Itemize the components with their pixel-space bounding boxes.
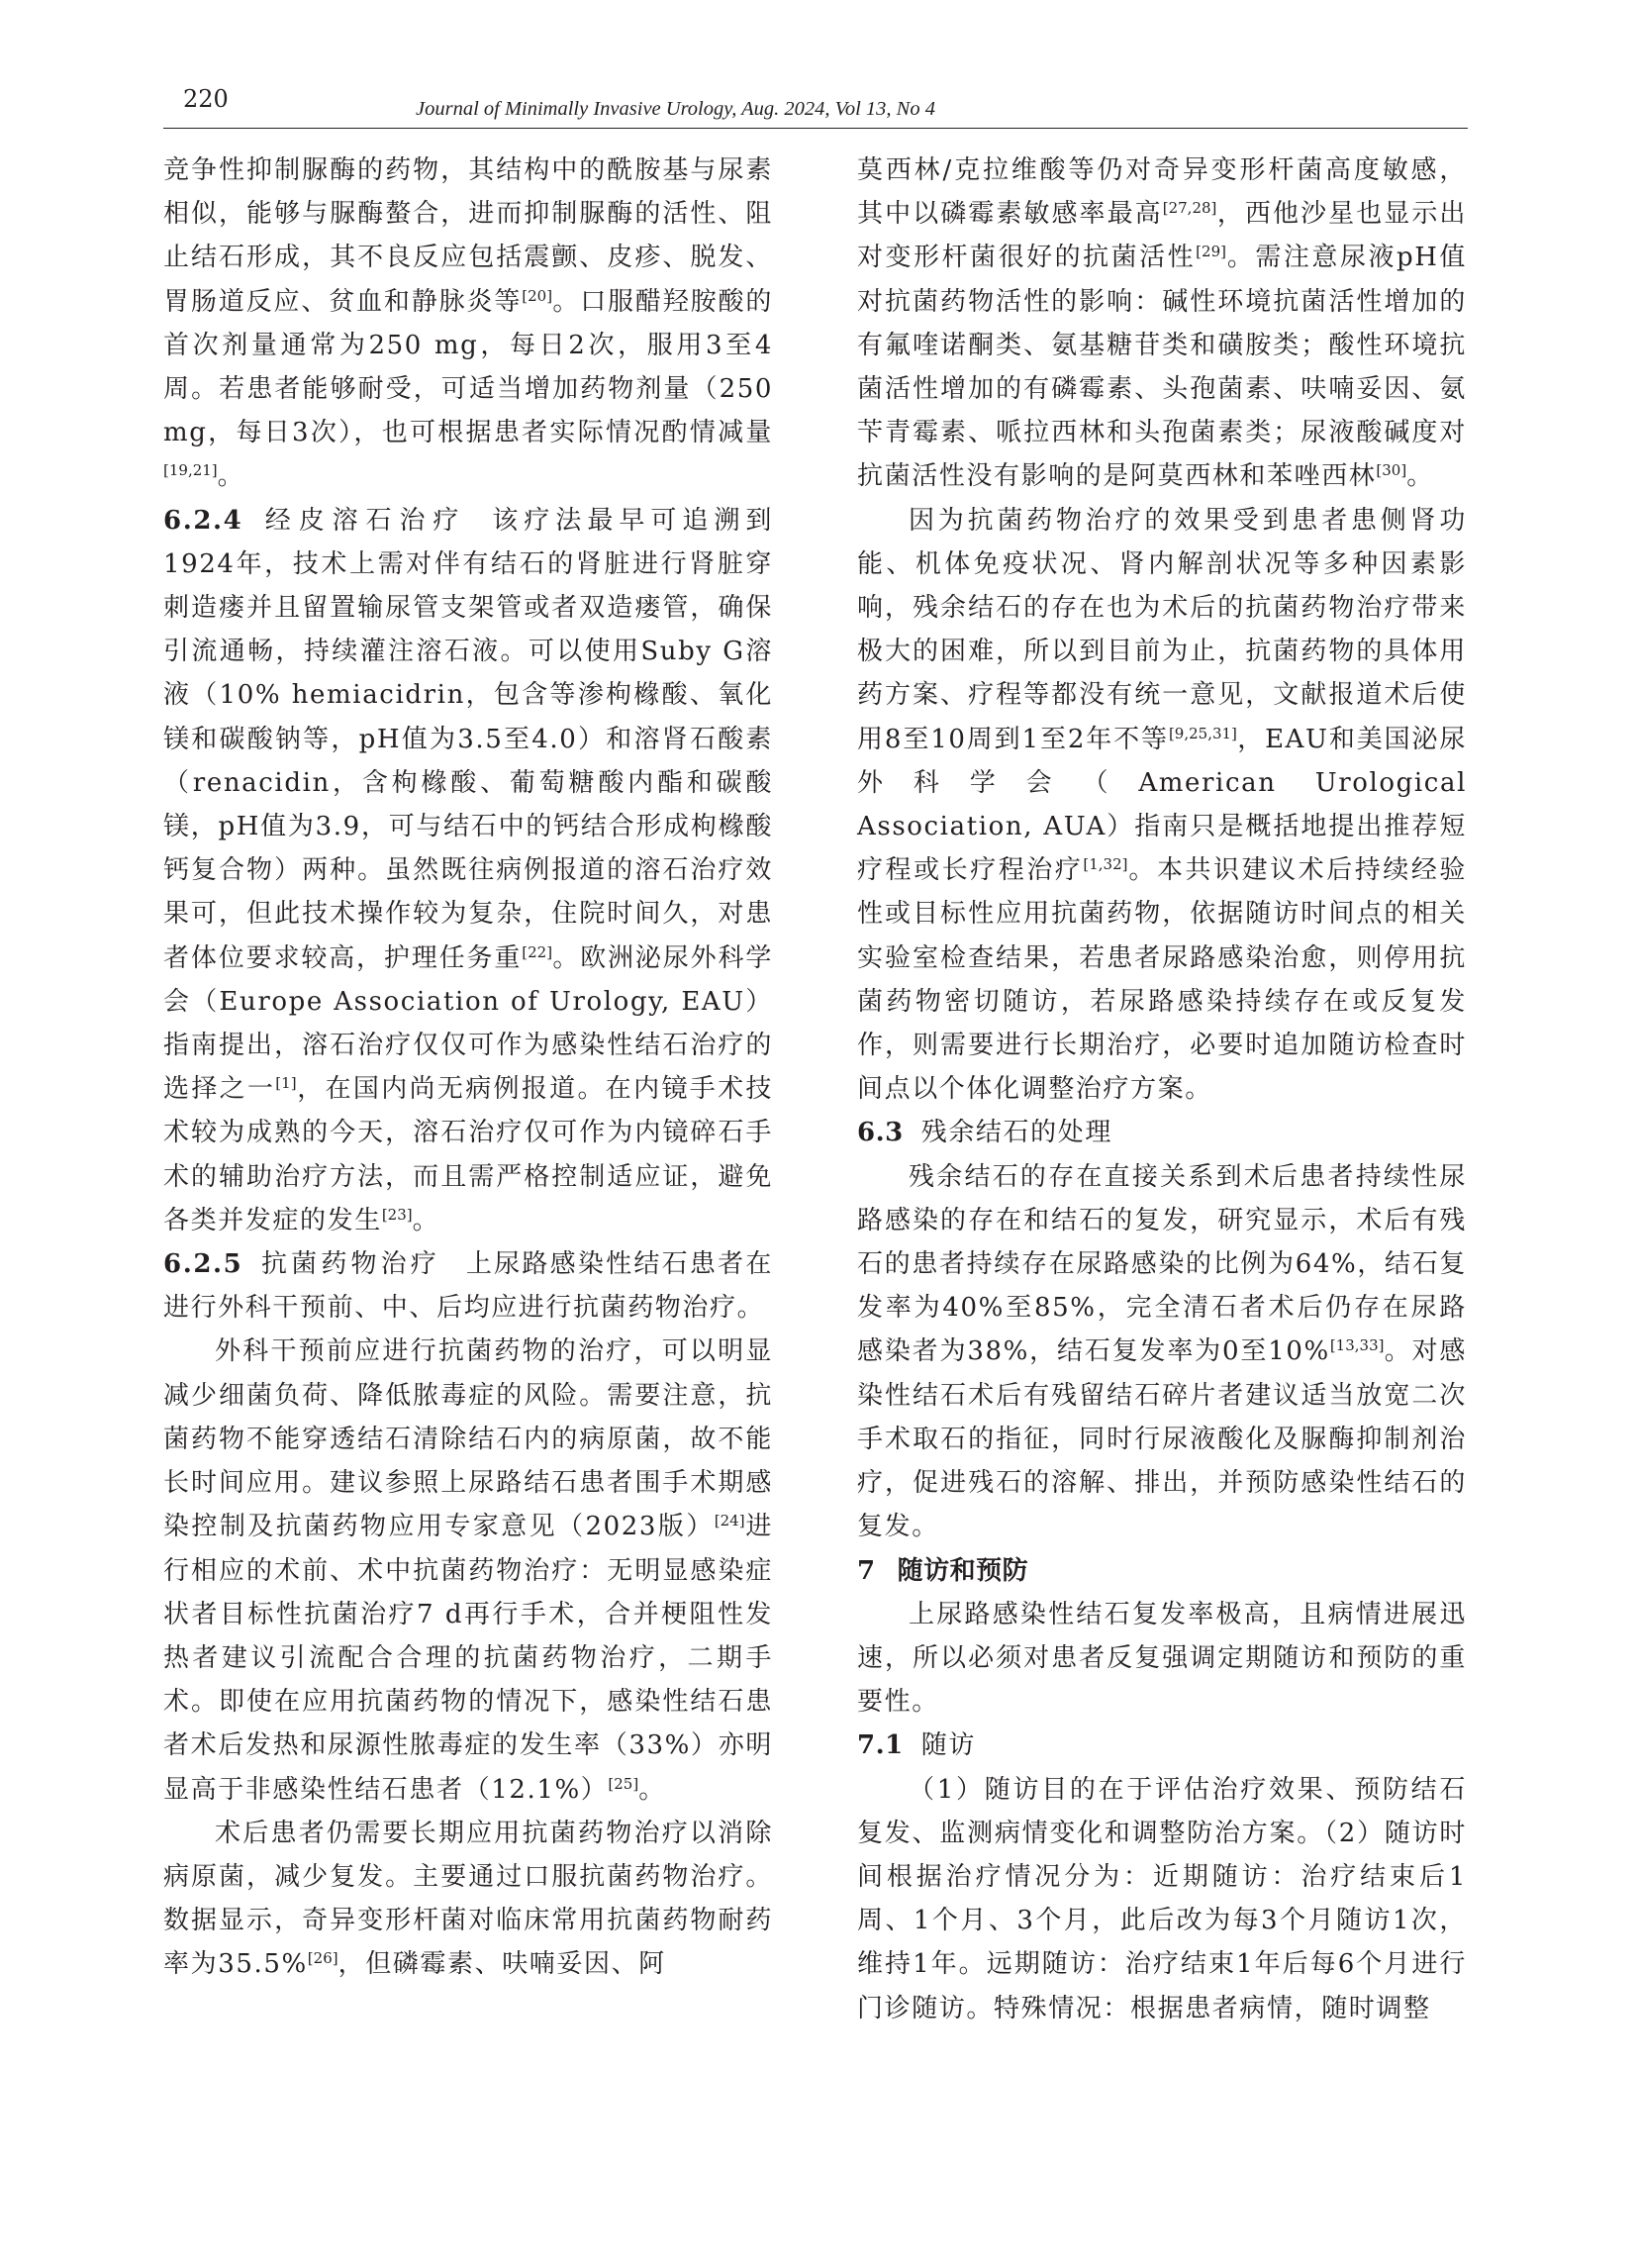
left-column — [163, 148, 773, 1987]
citation: [1,32] — [1083, 855, 1128, 874]
section-number: 6.2.5 — [163, 1249, 243, 1280]
citation: [19,21] — [163, 461, 218, 480]
citation: [24] — [714, 1512, 745, 1530]
paragraph-urease-inhibitor: 竞争性抑制脲酶的药物，其结构中的酰胺基与尿素相似，能够与脲酶螯合，进而抑制脲酶的活性、阻止结石形成，其不良反应包括震颤、皮疹、脱发、胃肠道反应、贫血和静脉炎等[20]。口服醋羟胺酸的首次剂量通常为250 mg，每日2次，服用3至4周。若患者能够耐受，可适当增加药物剂量（250 mg，每日3次），也可根据患者实际情况酌情减量[19,21]。 — [163, 155, 773, 492]
paragraph-follow-up-schedule: （1）随访目的在于评估治疗效果、预防结石复发、监测病情变化和调整防治方案。（2）随访时间根据治疗情况分为：近期随访：治疗结束后1周、1个月、3个月，此后改为每3个月随访1次，维持1年。远期随访：治疗结束1年后每6个月进行门诊随访。特殊情况：根据患者病情，随时调整 — [857, 1774, 1467, 2023]
section-number: 6.3 — [857, 1118, 904, 1148]
section-7-heading — [857, 1549, 1467, 1593]
section-6-2-4: 6.2.4 经皮溶石治疗 该疗法最早可追溯到1924年，技术上需对伴有结石的肾脏进行肾脏穿刺造瘘并且留置输尿管支架管或者双造瘘管，确保引流通畅，持续灌注溶石液。可以使用Suby G溶液（10% hemiacidrin，包含等渗枸橼酸、氧化镁和碳酸钠等，pH值为3.5至4.0）和溶肾石酸素（renacidin，含枸橼酸、葡萄糖酸内酯和碳酸镁，pH值为3.9，可与结石中的钙结合形成枸橼酸钙复合物）两种。虽然既往病例报道的溶石治疗效果可，但此技术操作较为复杂，住院时间久，对患者体位要求较高，护理任务重[22]。欧洲泌尿外科学会（Europe Association of Urology, EAU）指南提出，溶石治疗仅仅可作为感染性结石治疗的选择之一[1]，在国内尚无病例报道。在内镜手术技术较为成熟的今天，溶石治疗仅可作为内镜碎石手术的辅助治疗方法，而且需严格控制适应证，避免各类并发症的发生[23]。 — [163, 505, 774, 1235]
citation: [1] — [275, 1074, 297, 1093]
section-number: 7 — [857, 1555, 876, 1586]
section-title: 抗菌药物治疗 — [260, 1249, 440, 1280]
paragraph-postoperative-antibiotics: 术后患者仍需要长期应用抗菌药物治疗以消除病原菌，减少复发。主要通过口服抗菌药物治疗。数据显示，奇异变形杆菌对临床常用抗菌药物耐药率为35.5%[26]，但磷霉素、呋喃妥因、阿 — [163, 1818, 773, 1980]
citation: [30] — [1376, 461, 1407, 480]
citation: [27,28] — [1162, 199, 1217, 218]
citation: [13,33] — [1329, 1336, 1385, 1355]
section-title: 经皮溶石治疗 — [260, 505, 467, 536]
section-title: 随访和预防 — [897, 1555, 1029, 1586]
paragraph-residual-stones: 残余结石的存在直接关系到术后患者持续性尿路感染的存在和结石的复发，研究显示，术后有残石的患者持续存在尿路感染的比例为64%，结石复发率为40%至85%，完全清石者术后仍存在尿路感染者为38%，结石复发率为0至10%[13,33]。对感染性结石术后有残留结石碎片者建议适当放宽二次手术取石的指征，同时行尿液酸化及脲酶抑制剂治疗，促进残石的溶解、排出，并预防感染性结石的复发。 — [857, 1161, 1467, 1542]
section-title: 随访 — [920, 1730, 976, 1761]
paragraph-follow-up-importance: 上尿路感染性结石复发率极高，且病情进展迅速，所以必须对患者反复强调定期随访和预防的重要性。 — [857, 1599, 1467, 1718]
section-number: 7.1 — [857, 1730, 904, 1761]
citation: [9,25,31] — [1168, 724, 1237, 742]
section-number: 6.2.4 — [163, 505, 243, 536]
paragraph-antibiotic-sensitivity: 莫西林/克拉维酸等仍对奇异变形杆菌高度敏感，其中以磷霉素敏感率最高[27,28]，西他沙星也显示出对变形杆菌很好的抗菌活性[29]。需注意尿液pH值对抗菌药物活性的影响：碱性环境抗菌活性增加的有氟喹诺酮类、氨基糖苷类和磺胺类；酸性环境抗菌活性增加的有磷霉素、头孢菌素、呋喃妥因、氨苄青霉素、哌拉西林和头孢菌素类；尿液酸碱度对抗菌活性没有影响的是阿莫西林和苯唑西林[30]。 — [857, 155, 1467, 492]
page-number: 220 — [183, 85, 229, 113]
citation: [29] — [1196, 243, 1226, 261]
section-title: 残余结石的处理 — [920, 1118, 1112, 1148]
citation: [22] — [522, 942, 553, 961]
citation: [20] — [522, 286, 553, 305]
citation: [26] — [307, 1949, 338, 1968]
section-6-2-5: 6.2.5 抗菌药物治疗 上尿路感染性结石患者在进行外科干预前、中、后均应进行抗菌药物治疗。 — [163, 1249, 773, 1324]
citation: [23] — [381, 1205, 413, 1224]
section-7-1-heading — [857, 1724, 1467, 1767]
paragraph-preoperative-antibiotics: 外科干预前应进行抗菌药物的治疗，可以明显减少细菌负荷、降低脓毒症的风险。需要注意，抗菌药物不能穿透结石清除结石内的病原菌，故不能长时间应用。建议参照上尿路结石患者围手术期感染控制及抗菌药物应用专家意见（2023版）[24]进行相应的术前、术中抗菌药物治疗：无明显感染症状者目标性抗菌治疗7 d再行手术，合并梗阻性发热者建议引流配合合理的抗菌药物治疗，二期手术。即使在应用抗菌药物的情况下，感染性结石患者术后发热和尿源性脓毒症的发生率（33%）亦明显高于非感染性结石患者（12.1%）[25]。 — [163, 1336, 773, 1805]
citation: [25] — [608, 1774, 639, 1793]
section-6-3-heading — [857, 1111, 1467, 1154]
running-header: Journal of Minimally Invasive Urology, Aug. 2024, Vol 13, No 4 — [416, 98, 935, 120]
header-rule — [163, 128, 1468, 129]
right-column — [857, 148, 1467, 2030]
paragraph-treatment-duration: 因为抗菌药物治疗的效果受到患者患侧肾功能、机体免疫状况、肾内解剖状况等多种因素影响，残余结石的存在也为术后的抗菌药物治疗带来极大的困难，所以到目前为止，抗菌药物的具体用药方案、疗程等都没有统一意见，文献报道术后使用8至10周到1至2年不等[9,25,31]，EAU和美国泌尿外科学会（American Urological Association, AUA）指南只是概括地提出推荐短疗程或长疗程治疗[1,32]。本共识建议术后持续经验性或目标性应用抗菌药物，依据随访时间点的相关实验室检查结果，若患者尿路感染治愈，则停用抗菌药物密切随访，若尿路感染持续存在或反复发作，则需要进行长期治疗，必要时追加随访检查时间点以个体化调整治疗方案。 — [857, 505, 1467, 1105]
